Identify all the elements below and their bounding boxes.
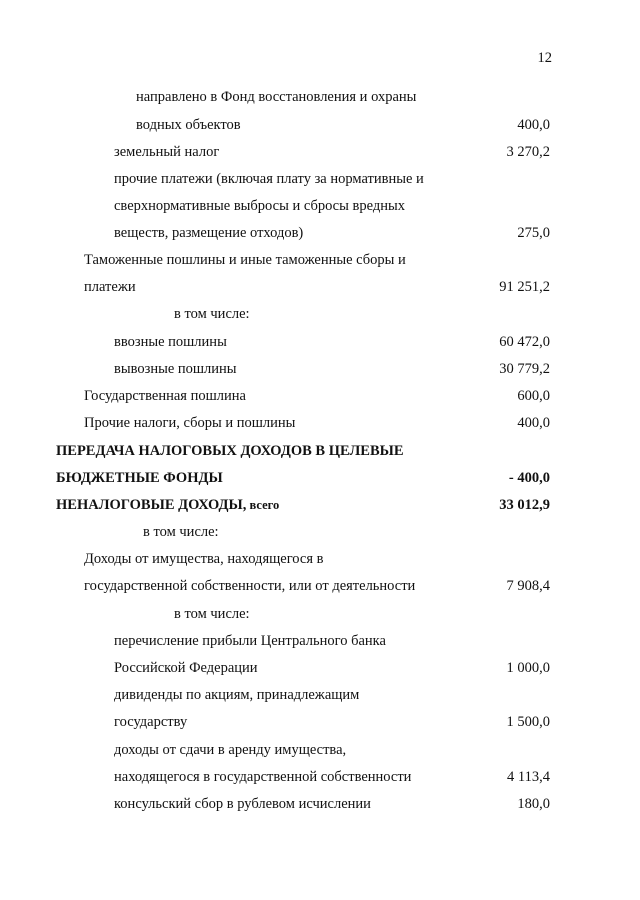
- table-row: [0, 657, 640, 679]
- row-amount: 33 012,9: [499, 497, 550, 513]
- row-label: земельный налог: [114, 144, 220, 160]
- row-label: в том числе:: [174, 306, 250, 322]
- row-label-main: НЕНАЛОГОВЫЕ ДОХОДЫ,: [56, 497, 247, 513]
- page-number: 12: [537, 50, 552, 66]
- table-row: [0, 766, 640, 788]
- row-label: платежи: [84, 279, 136, 295]
- row-amount: 275,0: [517, 225, 550, 241]
- table-row: [0, 168, 640, 190]
- table-row: [0, 467, 640, 489]
- row-amount: 400,0: [517, 415, 550, 431]
- table-row: [0, 521, 640, 543]
- row-label: в том числе:: [143, 524, 219, 540]
- table-row: [0, 114, 640, 136]
- table-row: [0, 575, 640, 597]
- table-row: [0, 630, 640, 652]
- table-row: [0, 358, 640, 380]
- row-amount: 180,0: [517, 796, 550, 812]
- row-label: Государственная пошлина: [84, 388, 246, 404]
- row-label: БЮДЖЕТНЫЕ ФОНДЫ: [56, 470, 223, 486]
- row-label: перечисление прибыли Центрального банка: [114, 633, 386, 649]
- row-label: направлено в Фонд восстановления и охраны: [136, 89, 417, 105]
- row-amount: 1 000,0: [506, 660, 550, 676]
- row-amount: 7 908,4: [506, 578, 550, 594]
- row-label: государству: [114, 714, 188, 730]
- table-row: [0, 86, 640, 108]
- row-label: Прочие налоги, сборы и пошлины: [84, 415, 296, 431]
- table-row: [0, 684, 640, 706]
- row-amount: 91 251,2: [499, 279, 550, 295]
- row-label: находящегося в государственной собственности: [114, 769, 412, 785]
- row-label: дивиденды по акциям, принадлежащим: [114, 687, 360, 703]
- table-row: [0, 440, 640, 462]
- row-label: Российской Федерации: [114, 660, 258, 676]
- row-label: в том числе:: [174, 606, 250, 622]
- row-label: Доходы от имущества, находящегося в: [84, 551, 324, 567]
- table-row: [0, 412, 640, 434]
- row-label-suffix: всего: [246, 498, 280, 512]
- row-amount: - 400,0: [508, 470, 550, 486]
- row-label: Таможенные пошлины и иные таможенные сборы и: [84, 252, 406, 268]
- table-row: [0, 276, 640, 298]
- row-amount: 60 472,0: [499, 334, 550, 350]
- row-amount: 600,0: [517, 388, 550, 404]
- row-label: прочие платежи (включая плату за нормативные и: [114, 171, 424, 187]
- row-label: ввозные пошлины: [114, 334, 227, 350]
- row-amount: 1 500,0: [506, 714, 550, 730]
- table-row: [0, 793, 640, 815]
- table-row: [0, 331, 640, 353]
- table-row: [0, 303, 640, 325]
- row-amount: 4 113,4: [507, 769, 550, 785]
- table-row: [0, 711, 640, 733]
- table-row: [0, 548, 640, 570]
- table-row: [0, 739, 640, 761]
- row-label: доходы от сдачи в аренду имущества,: [114, 742, 347, 758]
- row-label: [56, 494, 279, 516]
- table-row: [0, 141, 640, 163]
- row-amount: 3 270,2: [506, 144, 550, 160]
- row-label: ПЕРЕДАЧА НАЛОГОВЫХ ДОХОДОВ В ЦЕЛЕВЫЕ: [56, 443, 404, 459]
- table-row: [0, 603, 640, 625]
- row-amount: 400,0: [517, 117, 550, 133]
- table-row: [0, 222, 640, 244]
- row-label: веществ, размещение отходов): [114, 225, 304, 241]
- table-row: [0, 385, 640, 407]
- table-row: [0, 195, 640, 217]
- row-label: сверхнормативные выбросы и сбросы вредных: [114, 198, 405, 214]
- row-label: государственной собственности, или от деятельности: [84, 578, 416, 594]
- table-row: [0, 494, 640, 516]
- row-amount: 30 779,2: [499, 361, 550, 377]
- row-label: консульский сбор в рублевом исчислении: [114, 796, 371, 812]
- row-label: вывозные пошлины: [114, 361, 237, 377]
- row-label: водных объектов: [136, 117, 241, 133]
- table-row: [0, 249, 640, 271]
